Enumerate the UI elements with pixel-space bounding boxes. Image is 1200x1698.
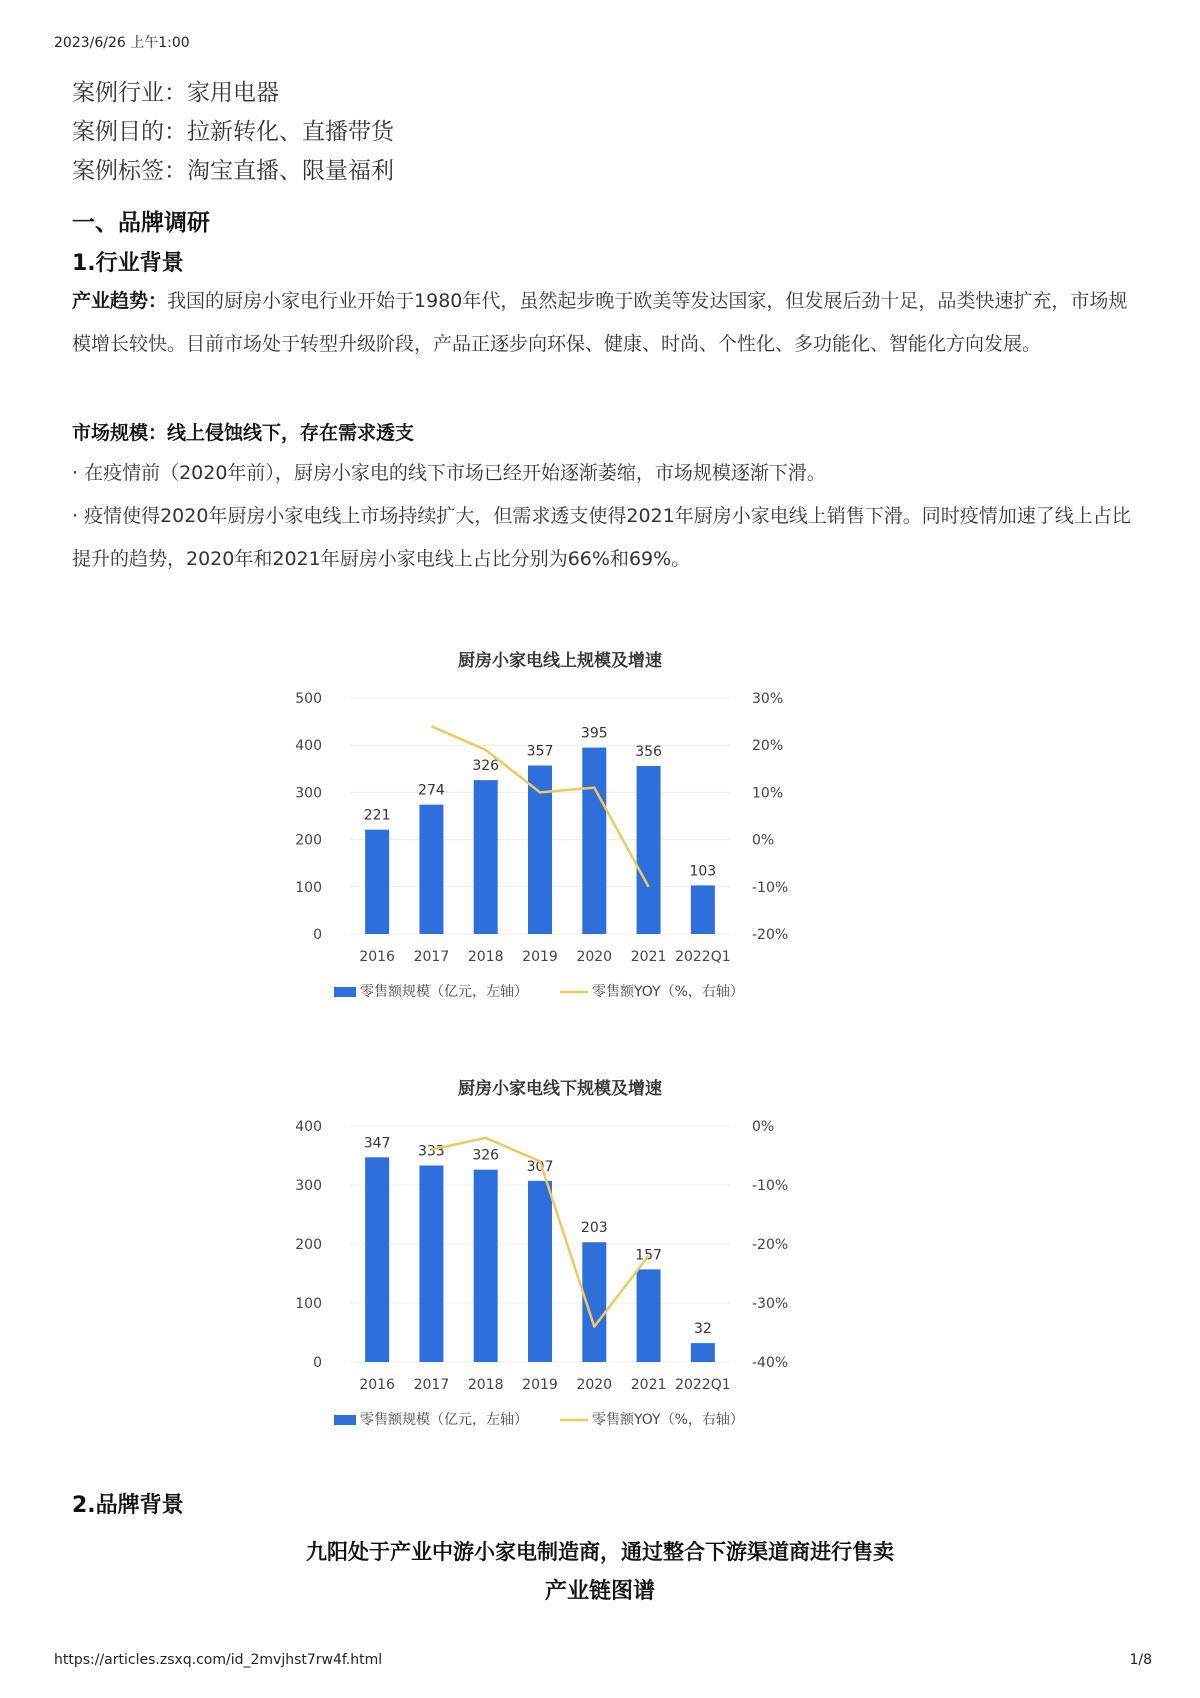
legend-bar-swatch xyxy=(334,1415,356,1425)
section-title-brand-background: 2.品牌背景 xyxy=(72,1493,184,1518)
legend-line-label: 零售额YOY（%，右轴） xyxy=(592,1412,744,1428)
online-chart xyxy=(290,640,900,1040)
bar-value-label: 203 xyxy=(580,1220,608,1237)
y-left-tick-label: 500 xyxy=(295,691,322,707)
print-datetime: 2023/6/26 上午1:00 xyxy=(54,35,190,51)
legend-bar-label: 零售额规模（亿元，左轴） xyxy=(360,1412,528,1428)
bullet-item: · 在疫情前（2020年前），厨房小家电的线下市场已经开始逐渐萎缩，市场规模逐渐下滑。 xyxy=(72,462,826,484)
bar-value-label: 326 xyxy=(472,758,500,775)
y-right-tick-label: 30% xyxy=(752,691,784,707)
x-tick-label: 2022Q1 xyxy=(675,949,731,965)
x-tick-label: 2017 xyxy=(413,949,450,965)
y-left-tick-label: 0 xyxy=(313,1355,322,1371)
y-right-tick-label: -30% xyxy=(752,1296,789,1312)
x-tick-label: 2019 xyxy=(522,1377,558,1393)
meta-industry-value: 家用电器 xyxy=(187,80,279,106)
industry-trend-label: 产业趋势： xyxy=(72,290,168,312)
meta-tags-label: 案例标签： xyxy=(72,158,187,184)
bar-value-label: 347 xyxy=(363,1135,391,1152)
bar xyxy=(691,885,715,934)
y-right-tick-label: -40% xyxy=(752,1355,789,1371)
bar-value-label: 307 xyxy=(526,1158,554,1175)
section-title-brand-research: 一、品牌调研 xyxy=(72,210,210,236)
legend-bar-label: 零售额规模（亿元，左轴） xyxy=(360,984,528,1000)
x-tick-label: 2021 xyxy=(630,949,667,965)
bar-value-label: 221 xyxy=(363,807,391,824)
y-left-tick-label: 0 xyxy=(313,927,322,943)
x-tick-label: 2020 xyxy=(576,949,613,965)
y-left-tick-label: 200 xyxy=(295,1237,322,1253)
bar xyxy=(419,1166,443,1362)
bar xyxy=(365,1157,389,1362)
meta-purpose-label: 案例目的： xyxy=(72,119,187,145)
footer-url: https://articles.zsxq.com/id_2mvjhst7rw4f.html xyxy=(54,1652,383,1668)
section-title-industry-background: 1.行业背景 xyxy=(72,251,184,276)
bar xyxy=(637,1269,661,1362)
bar xyxy=(474,1170,498,1362)
y-left-tick-label: 400 xyxy=(295,738,322,755)
industry-trend-paragraph xyxy=(72,280,1138,366)
y-left-tick-label: 200 xyxy=(295,832,322,849)
bar-value-label: 333 xyxy=(418,1143,445,1160)
meta-industry-label: 案例行业： xyxy=(72,80,187,106)
offline-chart-svg xyxy=(290,1068,900,1468)
bar xyxy=(474,780,498,934)
y-right-tick-label: -10% xyxy=(752,1178,789,1194)
y-left-tick-label: 400 xyxy=(295,1119,322,1135)
y-right-tick-label: 10% xyxy=(752,785,784,802)
legend-line-label: 零售额YOY（%，右轴） xyxy=(592,984,744,1000)
bar-value-label: 356 xyxy=(635,743,662,760)
y-left-tick-label: 100 xyxy=(295,879,322,896)
x-tick-label: 2016 xyxy=(359,1377,395,1393)
bar xyxy=(637,766,661,934)
bar xyxy=(419,805,443,934)
x-tick-label: 2018 xyxy=(467,949,504,965)
y-right-tick-label: 20% xyxy=(752,738,784,755)
x-tick-label: 2017 xyxy=(413,1377,450,1393)
x-tick-label: 2021 xyxy=(630,1377,667,1393)
bar-value-label: 326 xyxy=(472,1147,500,1164)
y-left-tick-label: 300 xyxy=(295,785,322,802)
online-chart-svg xyxy=(290,640,900,1040)
y-right-tick-label: -20% xyxy=(752,927,789,943)
x-tick-label: 2018 xyxy=(467,1377,504,1393)
bar xyxy=(582,748,606,934)
bullet-item: · 疫情使得2020年厨房小家电线上市场持续扩大，但需求透支使得2021年厨房小家电线上销售下滑。同时疫情加速了线上占比提升的趋势，2020年和2021年厨房小家电线上占比分别为66%和69%。 xyxy=(72,505,1131,570)
y-right-tick-label: -10% xyxy=(752,879,789,896)
brand-subtitle: 九阳处于产业中游小家电制造商，通过整合下游渠道商进行售卖 xyxy=(306,1540,894,1564)
bar-value-label: 274 xyxy=(418,782,445,799)
bar-value-label: 395 xyxy=(580,725,608,742)
footer-page-number: 1/8 xyxy=(1129,1652,1152,1668)
x-tick-label: 2020 xyxy=(576,1377,613,1393)
industry-chain-title: 产业链图谱 xyxy=(544,1579,655,1604)
x-tick-label: 2016 xyxy=(359,949,395,965)
x-tick-label: 2022Q1 xyxy=(675,1377,731,1393)
bar-value-label: 357 xyxy=(526,743,554,760)
bar-value-label: 32 xyxy=(693,1321,712,1338)
meta-purpose xyxy=(72,113,394,146)
bar xyxy=(528,1181,552,1362)
chart-title: 厨房小家电线下规模及增速 xyxy=(458,1079,662,1099)
bar xyxy=(365,830,389,934)
x-tick-label: 2019 xyxy=(522,949,558,965)
y-left-tick-label: 100 xyxy=(295,1296,322,1312)
meta-tags-value: 淘宝直播、限量福利 xyxy=(187,158,394,184)
meta-purpose-value: 拉新转化、直播带货 xyxy=(187,119,394,145)
y-right-tick-label: 0% xyxy=(752,1119,775,1135)
legend-bar-swatch xyxy=(334,987,356,997)
bar-value-label: 157 xyxy=(635,1247,662,1264)
meta-tags xyxy=(72,152,394,185)
y-left-tick-label: 300 xyxy=(295,1178,322,1194)
offline-chart xyxy=(290,1068,900,1468)
market-scale-heading: 市场规模：线上侵蚀线下，存在需求透支 xyxy=(72,422,415,444)
bar xyxy=(691,1343,715,1362)
industry-trend-text: 我国的厨房小家电行业开始于1980年代，虽然起步晚于欧美等发达国家，但发展后劲十足，品类快速扩充，市场规模增长较快。目前市场处于转型升级阶段，产品正逐步向环保、健康、时尚、个性化、多功能化、智能化方向发展。 xyxy=(72,290,1128,355)
bar-value-label: 103 xyxy=(689,863,717,880)
y-right-tick-label: -20% xyxy=(752,1237,789,1253)
chart-title: 厨房小家电线上规模及增速 xyxy=(458,651,662,671)
y-right-tick-label: 0% xyxy=(752,832,775,849)
meta-industry xyxy=(72,74,279,107)
